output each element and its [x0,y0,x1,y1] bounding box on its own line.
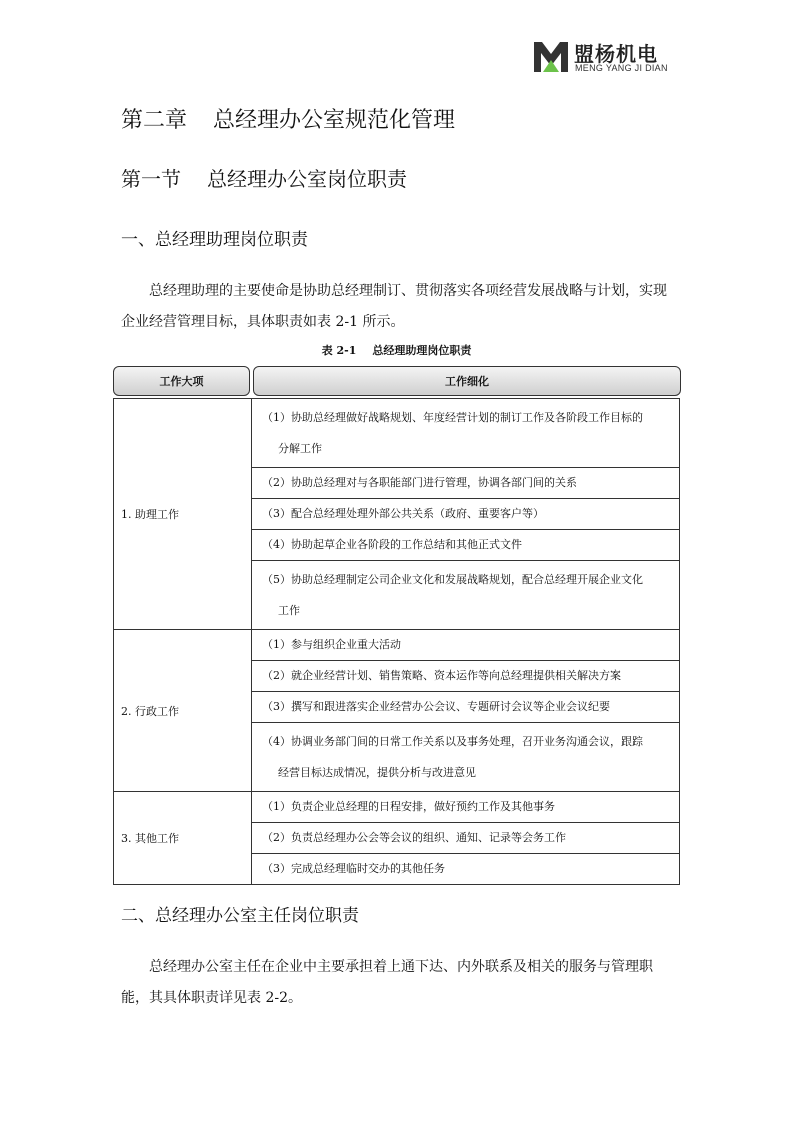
section-title: 总经理办公室岗位职责 [207,167,407,191]
logo-mark-icon [534,40,568,72]
detail-cell: （3）完成总经理临时交办的其他任务 [252,854,680,885]
detail-line: （1）协助总经理做好战略规划、年度经营计划的制订工作及各阶段工作目标的 [262,411,643,424]
detail-line: （5）协助总经理制定公司企业文化和发展战略规划，配合总经理开展企业文化 [262,573,643,586]
detail-cell: （1）参与组织企业重大活动 [252,630,680,661]
category-cell: 1. 助理工作 [114,399,252,630]
chapter-heading [121,103,455,134]
detail-line-continued: 工作 [278,604,300,617]
detail-line: （4）协调业务部门间的日常工作关系以及事务处理，召开业务沟通会议，跟踪 [262,735,643,748]
logo-brand-cn: 盟杨机电 [574,42,658,66]
intro-paragraph: 总经理助理的主要使命是协助总经理制订、贯彻落实各项经营发展战略与计划，实现企业经营管理目标，具体职责如表 2-1 所示。 [121,283,667,330]
detail-cell: （2）协助总经理对与各职能部门进行管理，协调各部门间的关系 [252,468,680,499]
category-cell: 2. 行政工作 [114,630,252,792]
subsection-heading-1: 一、总经理助理岗位职责 [121,230,308,250]
detail-cell: （3）撰写和跟进落实企业经营办公会议、专题研讨会议等企业会议纪要 [252,692,680,723]
table-header-detail: 工作细化 [253,366,681,396]
chapter-title: 总经理办公室规范化管理 [213,108,456,133]
detail-cell: （2）负责总经理办公会等会议的组织、通知、记录等会务工作 [252,823,680,854]
section-heading [121,163,407,192]
subsection-heading-2: 二、总经理办公室主任岗位职责 [121,906,359,926]
category-cell: 3. 其他工作 [114,792,252,885]
duty-table [113,398,680,885]
detail-cell: （3）配合总经理处理外部公共关系（政府、重要客户等） [252,499,680,530]
closing-paragraph: 总经理办公室主任在企业中主要承担着上通下达、内外联系及相关的服务与管理职能，其具体职责详见表 2-2。 [121,959,653,1006]
detail-line-continued: 经营目标达成情况，提供分析与改进意见 [278,766,476,779]
table-caption-number: 表 2-1 [321,344,357,357]
detail-cell [252,723,680,792]
chapter-number: 第二章 [121,108,188,133]
detail-cell: （4）协助起草企业各阶段的工作总结和其他正式文件 [252,530,680,561]
table-caption [0,342,793,358]
table-row [114,630,680,661]
table-row [114,792,680,823]
table-row [114,399,680,468]
table-caption-title: 总经理助理岗位职责 [372,344,472,357]
company-logo [534,38,674,76]
detail-cell: （1）负责企业总经理的日程安排，做好预约工作及其他事务 [252,792,680,823]
detail-cell: （2）就企业经营计划、销售策略、资本运作等向总经理提供相关解决方案 [252,661,680,692]
detail-line-continued: 分解工作 [278,442,322,455]
detail-cell [252,399,680,468]
detail-cell [252,561,680,630]
logo-brand-en: MENG YANG JI DIAN [575,63,668,73]
section-number: 第一节 [121,167,181,191]
table-header-category: 工作大项 [113,366,250,396]
